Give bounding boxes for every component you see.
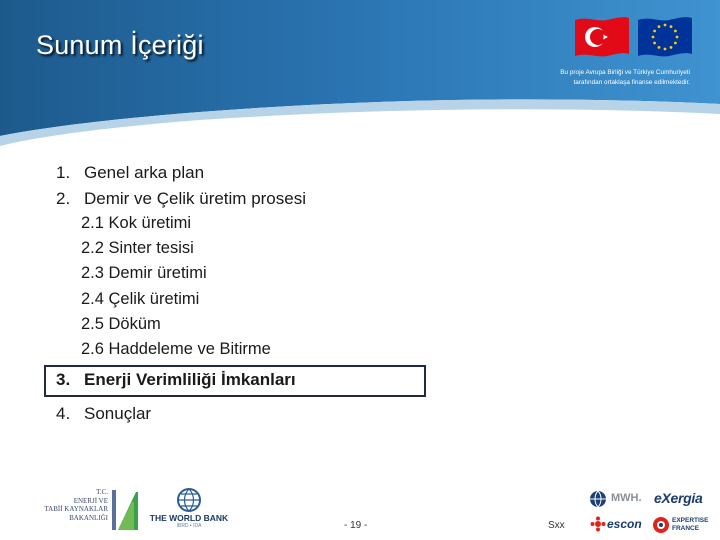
page-title: Sunum İçeriği: [36, 30, 204, 60]
slide-code: Sxx: [548, 520, 565, 531]
toc-subitem-2-4: 2.4 Çelik üretimi: [81, 290, 200, 308]
world-bank-globe-icon: [176, 487, 202, 513]
toc-item-label: Genel arka plan: [84, 163, 205, 182]
toc-item-number: 1.: [56, 163, 71, 182]
ministry-logo: [30, 488, 140, 532]
ministry-logo-line-4: BAKANLIĞI: [69, 513, 108, 522]
toc-item-4: [56, 404, 151, 424]
escon-logo: [590, 514, 650, 536]
toc-item-label: Demir ve Çelik üretim prosesi: [84, 189, 306, 208]
ministry-logo-line-1: T.C.: [96, 488, 108, 496]
eu-note-line-1: Bu proje Avrupa Birliği ve Türkiye Cumhuriyeti: [560, 69, 690, 76]
expertise-france-label-2: FRANCE: [672, 525, 700, 532]
exergia-label: eXergia: [654, 490, 703, 506]
toc-item-1: [56, 163, 204, 183]
toc-item-number: 4.: [56, 404, 71, 423]
toc-subitem-2-5: 2.5 Döküm: [81, 315, 161, 333]
escon-label: escon: [607, 517, 642, 531]
exergia-logo: [654, 488, 712, 510]
mwh-label: MWH.: [611, 492, 642, 504]
toc-subitem-2-1: 2.1 Kok üretimi: [81, 214, 192, 232]
toc-subitem-2-3: 2.3 Demir üretimi: [81, 264, 207, 282]
eu-note-line-2: tarafından ortaklaşa finanse edilmektedir.: [573, 79, 690, 86]
toc-item-number: 2.: [56, 189, 71, 208]
mwh-globe-icon: [589, 490, 607, 508]
world-bank-sub: IBRD • IDA: [176, 523, 202, 529]
ministry-emblem-icon: [112, 490, 138, 530]
toc-item-2: [56, 189, 306, 209]
toc-item-3-highlighted: [56, 370, 296, 390]
toc-item-label: Sonuçlar: [84, 404, 152, 423]
escon-emblem-icon: [590, 516, 606, 532]
expertise-france-logo: [652, 514, 714, 538]
mwh-logo: [589, 489, 653, 509]
toc-item-label: Enerji Verimliliği İmkanları: [84, 370, 296, 389]
world-bank-logo: [146, 487, 232, 531]
world-bank-name: THE WORLD BANK: [149, 513, 229, 523]
toc-subitem-2-2: 2.2 Sinter tesisi: [81, 239, 194, 257]
toc-subitem-2-6: 2.6 Haddeleme ve Bitirme: [81, 340, 271, 358]
toc-item-number: 3.: [56, 370, 71, 389]
expertise-france-label-1: EXPERTISE: [672, 517, 709, 524]
expertise-france-emblem-icon: [652, 516, 670, 534]
ministry-logo-line-3: TABİİ KAYNAKLAR: [44, 505, 108, 513]
ministry-logo-line-2: ENERJİ VE: [73, 496, 108, 505]
page-number: - 19 -: [344, 520, 368, 531]
